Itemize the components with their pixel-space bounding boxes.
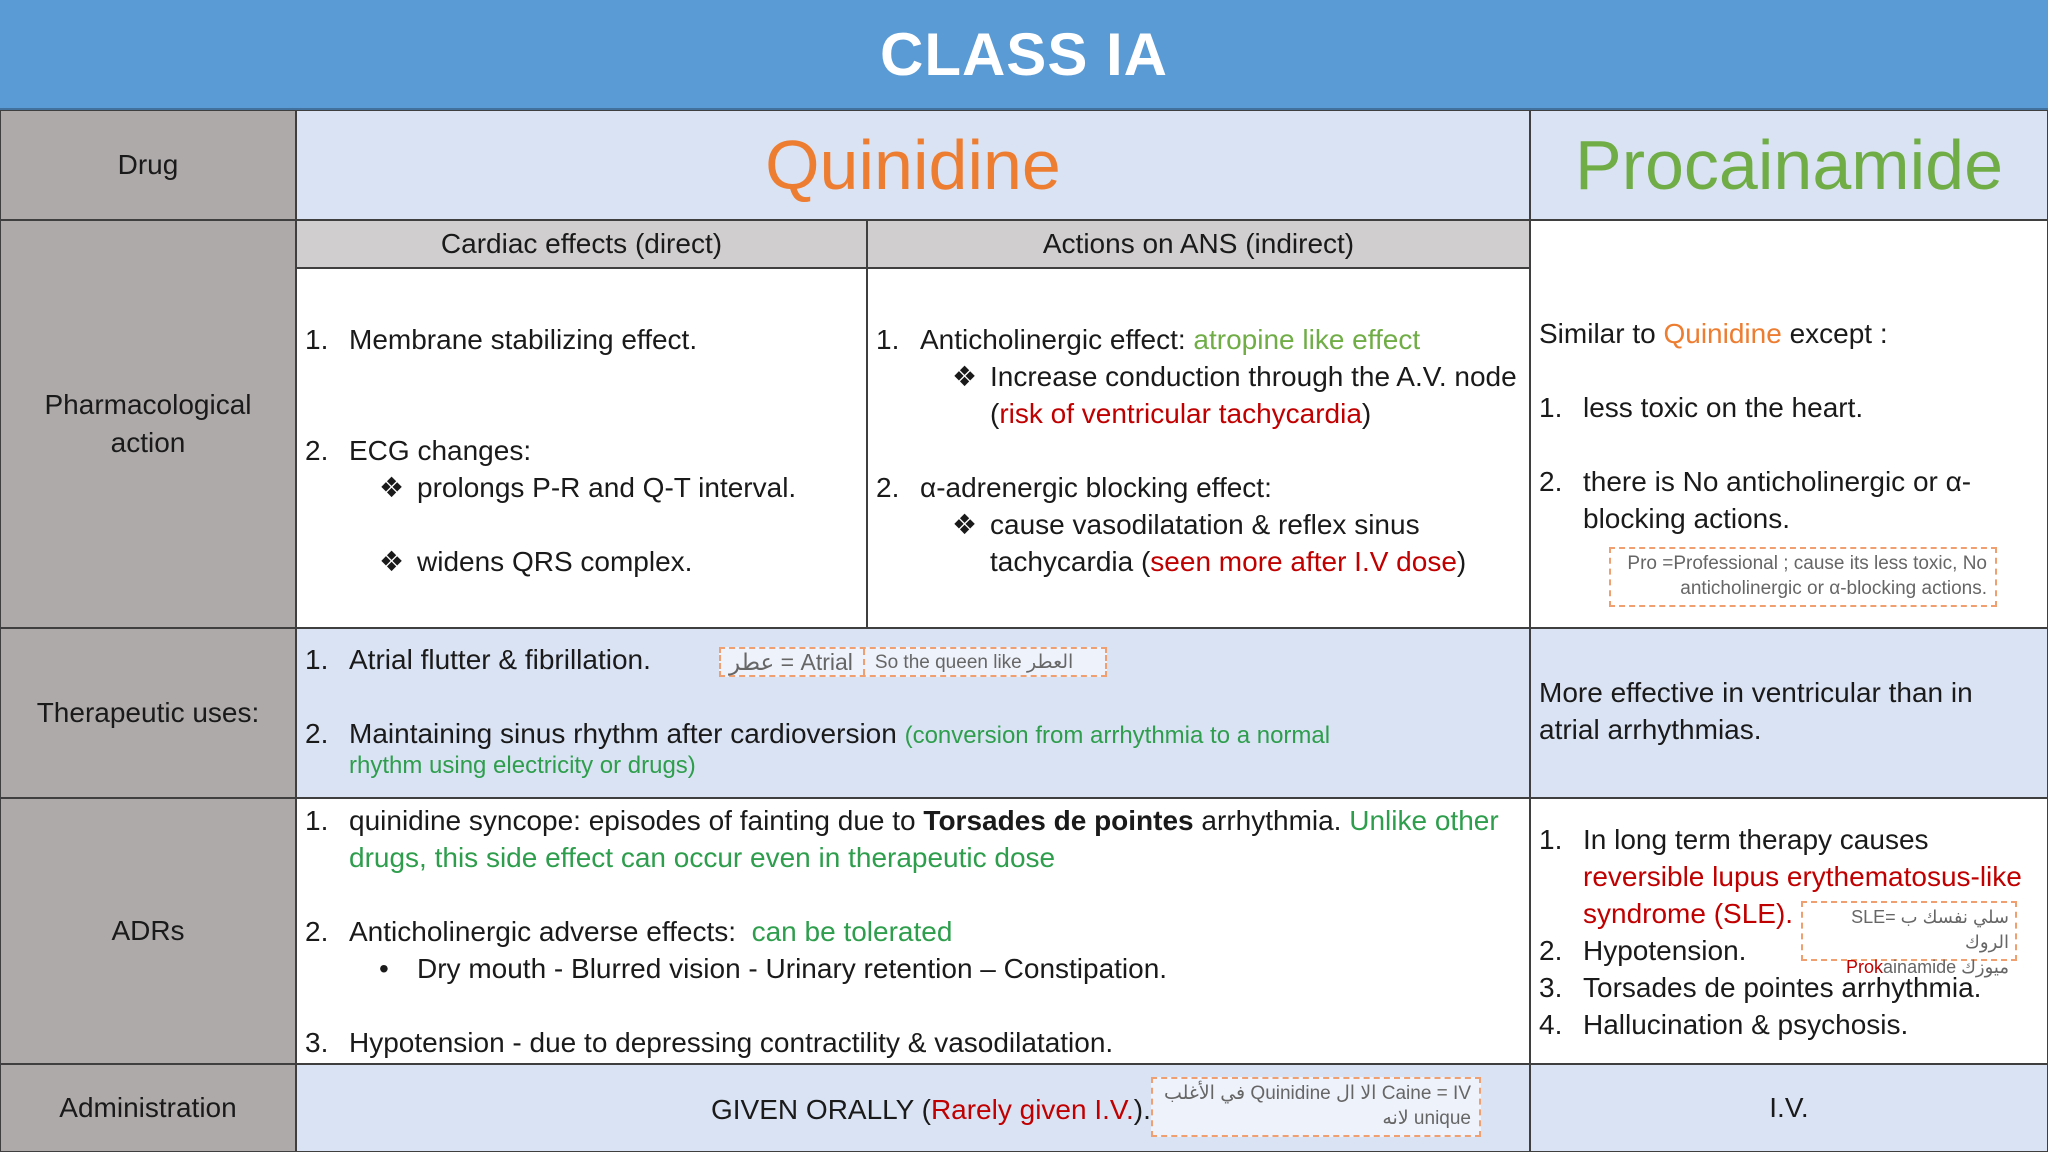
list-item: (risk of ventricular tachycardia) <box>990 398 1372 429</box>
list-item: atrial arrhythmias. <box>1539 714 1762 745</box>
mnemonic-note: عطر = Atrial So the queen like العطر <box>719 647 1107 677</box>
cardiac-effects-header: Cardiac effects (direct) <box>296 220 867 268</box>
list-item: syndrome (SLE). <box>1583 898 1794 929</box>
ans-actions-cell: 1. Anticholinergic effect: atropine like effect ❖ Increase conduction through the A.V. node (risk of ventricular tachycardia) 2. α-adrenergic blocking effect: ❖ cause vasodilatation & reflex sinus tachycardia (seen more after I.V dose) <box>867 268 1530 628</box>
row-label-administration: Administration <box>0 1064 296 1152</box>
diamond-bullet-icon: ❖ <box>952 361 978 392</box>
list-item: reversible lupus erythematosus-like <box>1583 861 2022 892</box>
diamond-bullet-icon: ❖ <box>379 472 405 503</box>
row-label-pharmacological-action: Pharmacological action <box>0 220 296 628</box>
quinidine-adrs-cell: 1. quinidine syncope: episodes of fainting due to Torsades de pointes arrhythmia. Unlike other drugs, this side effect can occur even in therapeutic dose 2. Anticholinergic adverse effects: can be tolerated • Dry mouth - Blurred vision - Urinary retention – Constipation. 3. Hypotension - due to depressing contractility & vasodilatation. <box>296 798 1530 1064</box>
list-item: blocking actions. <box>1583 503 1791 534</box>
procainamide-uses-cell <box>1530 628 2048 798</box>
procainamide-admin-cell: I.V. <box>1530 1064 2048 1152</box>
list-item: Similar to Quinidine except : <box>1539 318 1888 349</box>
procainamide-pharm-cell: Similar to Quinidine except : 1. less toxic on the heart. 2. there is No anticholinergic or α- blocking actions. Pro =Professional ; cause its less toxic, No anticholinergic or α-blocking actions. <box>1530 220 2048 628</box>
admin-text: GIVEN ORALLY (Rarely given I.V.). <box>711 1094 1151 1125</box>
procainamide-adrs-cell: 1. In long term therapy causes reversible lupus erythematosus-like syndrome (SLE). 2. Hypotension. 3. Torsades de pointes arrhythmia. 4. Hallucination & psychosis. SLE= سلي نفسك ب الروك Prokainamide ميوزك <box>1530 798 2048 1064</box>
mnemonic-note: في الأغلب Quinidine الا ال Caine = IV لانه unique <box>1151 1077 1481 1137</box>
list-item: More effective in ventricular than in <box>1539 677 1973 708</box>
ans-actions-header: Actions on ANS (indirect) <box>867 220 1530 268</box>
list-item: drugs, this side effect can occur even in therapeutic dose <box>349 842 1056 873</box>
diamond-bullet-icon: ❖ <box>952 509 978 540</box>
list-item: rhythm using electricity or drugs) <box>349 752 696 779</box>
quinidine-admin-cell <box>296 1064 1530 1152</box>
page-title: CLASS IA <box>879 20 1169 88</box>
drug-name-quinidine: Quinidine <box>296 110 1530 220</box>
quinidine-uses-cell: 1. Atrial flutter & fibrillation. عطر = Atrial So the queen like العطر 2. Maintaining sinus rhythm after cardioversion (conversion from arrhythmia to a normal rhythm using electricity or drugs) <box>296 628 1530 798</box>
diamond-bullet-icon: ❖ <box>379 546 405 577</box>
row-label-drug: Drug <box>0 110 296 220</box>
title-bar <box>0 0 2048 110</box>
bullet-icon: • <box>379 953 389 984</box>
row-label-adrs: ADRs <box>0 798 296 1064</box>
row-label-therapeutic-uses: Therapeutic uses: <box>0 628 296 798</box>
mnemonic-note: SLE= سلي نفسك ب الروك Prokainamide ميوزك <box>1801 901 2017 961</box>
cardiac-effects-cell: 1. Membrane stabilizing effect. 2. ECG changes: ❖ prolongs P-R and Q-T interval. ❖ widens QRS complex. <box>296 268 867 628</box>
drug-name-procainamide: Procainamide <box>1530 110 2048 220</box>
list-item: tachycardia (seen more after I.V dose) <box>990 546 1467 577</box>
mnemonic-note: Pro =Professional ; cause its less toxic, No anticholinergic or α-blocking actions. <box>1609 547 1997 607</box>
